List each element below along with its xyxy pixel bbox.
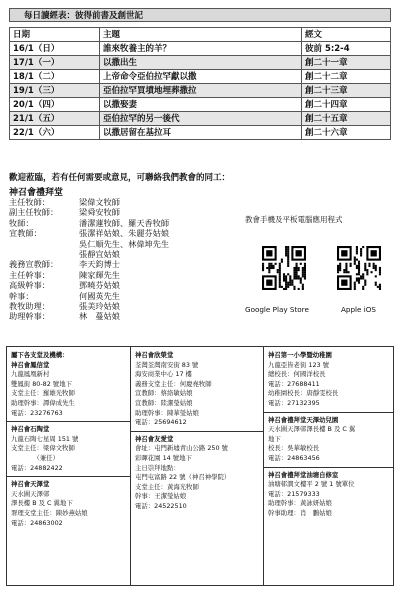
- branches-column-1: [7, 347, 131, 585]
- branch-detail-line: 電話：21579333: [268, 489, 320, 498]
- branch-title: 神召會友愛堂: [135, 434, 174, 443]
- staff-row: [9, 291, 169, 301]
- branch-detail-line: 電話：27132395: [268, 398, 320, 407]
- staff-row: [9, 207, 169, 217]
- header-verse: 經文: [302, 28, 391, 42]
- branch-detail-line: 校長：吳華敏校長: [268, 444, 320, 453]
- staff-name: 張潔祥姑娘、朱麗芬姑娘: [79, 228, 170, 239]
- branch-section: [135, 435, 259, 512]
- verse-cell: 創二十二章: [302, 70, 391, 84]
- branch-detail-line: 電話：23276763: [11, 408, 63, 417]
- reading-plan-body: [10, 42, 391, 140]
- reading-plan-table: [9, 27, 391, 140]
- branch-title: 神召會欣榮堂: [135, 351, 174, 359]
- apple-ios-label: Apple iOS: [341, 305, 376, 314]
- staff-name: 張美玲姑娘: [79, 301, 120, 312]
- date-cell: 22/1（六）: [10, 126, 100, 140]
- branch-section: [268, 351, 389, 409]
- branch-section: [268, 471, 389, 519]
- staff-name: 林 蔓姑娘: [79, 311, 120, 322]
- staff-list: [9, 197, 169, 322]
- branch-detail-line: 電話：27688411: [268, 379, 320, 388]
- staff-name: 李天鈞博士: [79, 259, 120, 270]
- staff-row: [9, 239, 169, 249]
- branch-title: 神召會石陶堂: [11, 425, 50, 434]
- branch-detail-line: 幹事：王潔瑩姑娘: [135, 492, 187, 501]
- branch-section: [11, 425, 126, 473]
- table-row: [10, 84, 391, 98]
- topic-cell: 誰來牧養主的羊？: [100, 42, 302, 56]
- verse-cell: 創二十四章: [302, 98, 391, 112]
- branches-heading: 屬下各支堂及機構：: [11, 351, 69, 359]
- staff-role: 義務宣教師：: [9, 259, 59, 270]
- date-cell: 21/1（五）: [10, 112, 100, 126]
- table-row: [10, 98, 391, 112]
- staff-name: 鄧曉芬姑娘: [79, 280, 120, 291]
- branch-title: 神召會禮拜堂天澤幼兒園: [268, 415, 339, 424]
- branch-detail-line: 彩暉花園 14 號地下: [135, 453, 192, 462]
- staff-row: [9, 301, 169, 311]
- branch-section: [135, 351, 259, 428]
- church-name: 神召會禮拜堂: [9, 188, 64, 198]
- staff-role: [9, 249, 79, 259]
- branch-title: 神召會禮拜堂油塘自修室: [268, 470, 339, 479]
- topic-cell: 亞伯拉罕買墳地埋葬撒拉: [100, 84, 302, 98]
- section-divider: [7, 421, 130, 422]
- staff-name: 潘潔蓮牧師、羅天香牧師: [79, 217, 170, 228]
- header-topic: 主題: [100, 28, 302, 42]
- topic-cell: 以撒娶妻: [100, 98, 302, 112]
- qr-code-graphic: [337, 246, 381, 290]
- topic-cell: 以撒居留在基拉耳: [100, 126, 302, 140]
- topic-cell: 上帝命令亞伯拉罕獻以撒: [100, 70, 302, 84]
- branch-detail-line: 署理支堂主任：陳妙燕姑娘: [11, 508, 88, 517]
- qr-code-graphic: [262, 246, 306, 290]
- staff-role: 教牧助理：: [9, 301, 50, 312]
- staff-role: 幹事：: [9, 290, 34, 301]
- branch-section: [11, 480, 126, 528]
- branch-detail-line: 油塘邨潤文樓平 2 號 1 號單位: [268, 480, 355, 489]
- staff-name: 梁偉文牧師: [79, 197, 120, 207]
- staff-role: 主任幹事：: [9, 269, 50, 280]
- staff-row: [9, 259, 169, 269]
- branch-detail-line: 會址：屯門新墟青山公路 250 號: [135, 444, 228, 453]
- branch-detail-line: （兼任）: [11, 453, 59, 462]
- branch-detail-line: 屯門屯富路 22 號（神召神學院）: [135, 473, 231, 482]
- staff-row: [9, 270, 169, 280]
- staff-row: [9, 228, 169, 238]
- verse-cell: 創二十三章: [302, 84, 391, 98]
- staff-name: 張靜宜姑娘: [79, 249, 120, 260]
- verse-cell: 創二十一章: [302, 56, 391, 70]
- staff-row: [9, 197, 169, 207]
- branch-detail-line: 電話：24863002: [11, 518, 63, 527]
- date-cell: 19/1（三）: [10, 84, 100, 98]
- branch-detail-line: 澤長樓 B 及 C 翼地下: [11, 499, 73, 508]
- table-row: [10, 112, 391, 126]
- branch-detail-line: 電話：24522510: [135, 501, 187, 510]
- staff-row: [9, 311, 169, 321]
- topic-cell: 亞伯拉罕的另一後代: [100, 112, 302, 126]
- branch-detail-line: 電話：24863456: [268, 453, 320, 462]
- branch-detail-line: 主日崇拜地點：: [135, 463, 180, 472]
- header-date: 日期: [10, 28, 100, 42]
- topic-cell: 以撒出生: [100, 56, 302, 70]
- branch-detail-line: 地下: [268, 434, 281, 443]
- verse-cell: 彼前 5:2-4: [302, 42, 391, 56]
- branch-detail-line: 海安商業中心 17 樓: [135, 370, 192, 379]
- table-row: [10, 70, 391, 84]
- branch-section: [268, 416, 389, 464]
- apple-ios-qr-code[interactable]: [337, 246, 381, 290]
- date-cell: 17/1（一）: [10, 56, 100, 70]
- branch-detail-line: 天水圍天澤邨澤長樓 B 及 C 翼: [268, 425, 356, 434]
- branches-column-3: [264, 347, 393, 585]
- google-play-label: Google Play Store: [245, 305, 309, 314]
- verse-cell: 創二十六章: [302, 126, 391, 140]
- branch-detail-line: 助理幹事：陳華瑩姑娘: [135, 408, 199, 417]
- branch-title: 神召會鳳信堂: [11, 360, 50, 369]
- branch-title: 神召會天澤堂: [11, 480, 50, 489]
- table-row: [10, 126, 391, 140]
- staff-name: 吳仁順先生、林偉坤先生: [79, 238, 170, 249]
- section-divider: [7, 476, 130, 477]
- branch-detail-line: 助理幹事：譚偉成先生: [11, 398, 75, 407]
- staff-row: [9, 249, 169, 259]
- welcome-message: 歡迎蒞臨，若有任何需要或意見，可聯絡我們教會的同工：: [9, 173, 231, 183]
- section-divider: [131, 431, 263, 432]
- branch-detail-line: 宣教師：陸潔瑩姑娘: [135, 398, 193, 407]
- branches-grid: [6, 346, 394, 586]
- section-divider: [264, 412, 393, 413]
- branch-detail-line: 九龍石陶七星周 151 號: [11, 434, 79, 443]
- staff-role: 高級幹事：: [9, 280, 50, 291]
- table-row: [10, 56, 391, 70]
- branch-section: [11, 361, 126, 419]
- staff-row: [9, 280, 169, 290]
- staff-row: [9, 218, 169, 228]
- staff-role: 副主任牧師：: [9, 207, 59, 218]
- branch-detail-line: 九龍亞皆老街 123 號: [268, 360, 329, 369]
- date-cell: 18/1（二）: [10, 70, 100, 84]
- verse-cell: 創二十五章: [302, 112, 391, 126]
- branch-detail-line: 雙鳳街 80-82 號地下: [11, 379, 72, 388]
- branch-detail-line: 支堂主任：黃海光牧師: [135, 482, 199, 491]
- branch-detail-line: 幼稚園校長：唐靜雯校長: [268, 389, 339, 398]
- staff-role: 主任牧師：: [9, 197, 50, 207]
- branch-detail-line: 支堂主任：羅雄光牧師: [11, 389, 75, 398]
- staff-role: [9, 239, 79, 249]
- apps-title: 教會手機及平板電腦應用程式: [245, 215, 343, 224]
- date-cell: 16/1（日）: [10, 42, 100, 56]
- branch-detail-line: 總校長：何國洋校長: [268, 370, 326, 379]
- table-header-row: [10, 28, 391, 42]
- branch-title: 神召第一小學暨幼稚園: [268, 351, 332, 359]
- google-play-qr-code[interactable]: [262, 246, 306, 290]
- staff-name: 梁舜安牧師: [79, 207, 120, 218]
- section-divider: [264, 467, 393, 468]
- branches-column-2: [131, 347, 264, 585]
- branch-detail-line: 九龍鳳凰新村: [11, 370, 50, 379]
- branch-detail-line: 荃灣荃灣南安街 83 號: [135, 360, 199, 369]
- branch-detail-line: 天水圍天澤邨: [11, 489, 50, 498]
- staff-name: 何國英先生: [79, 290, 120, 301]
- table-row: [10, 42, 391, 56]
- staff-name: 陳家輝先生: [79, 269, 120, 280]
- staff-role: 牧師：: [9, 217, 34, 228]
- branch-detail-line: 幹事助理：肖 鵬姑娘: [268, 508, 332, 517]
- date-cell: 20/1（四）: [10, 98, 100, 112]
- branch-detail-line: 支堂主任：梁偉文牧師: [11, 444, 75, 453]
- branch-detail-line: 義務支堂主任：何慶堯牧師: [135, 379, 212, 388]
- branch-detail-line: 助理幹事：黃詠妍姑娘: [268, 499, 332, 508]
- branch-detail-line: 電話：24882422: [11, 463, 63, 472]
- reading-plan-title: 每日讀經表：彼得前書及創世記: [9, 8, 391, 22]
- branch-detail-line: 宣教師：蔡絡敏姑娘: [135, 389, 193, 398]
- staff-role: 宣教師：: [9, 228, 42, 239]
- staff-role: 助理幹事：: [9, 311, 50, 322]
- branch-detail-line: 電話：25694612: [135, 418, 187, 427]
